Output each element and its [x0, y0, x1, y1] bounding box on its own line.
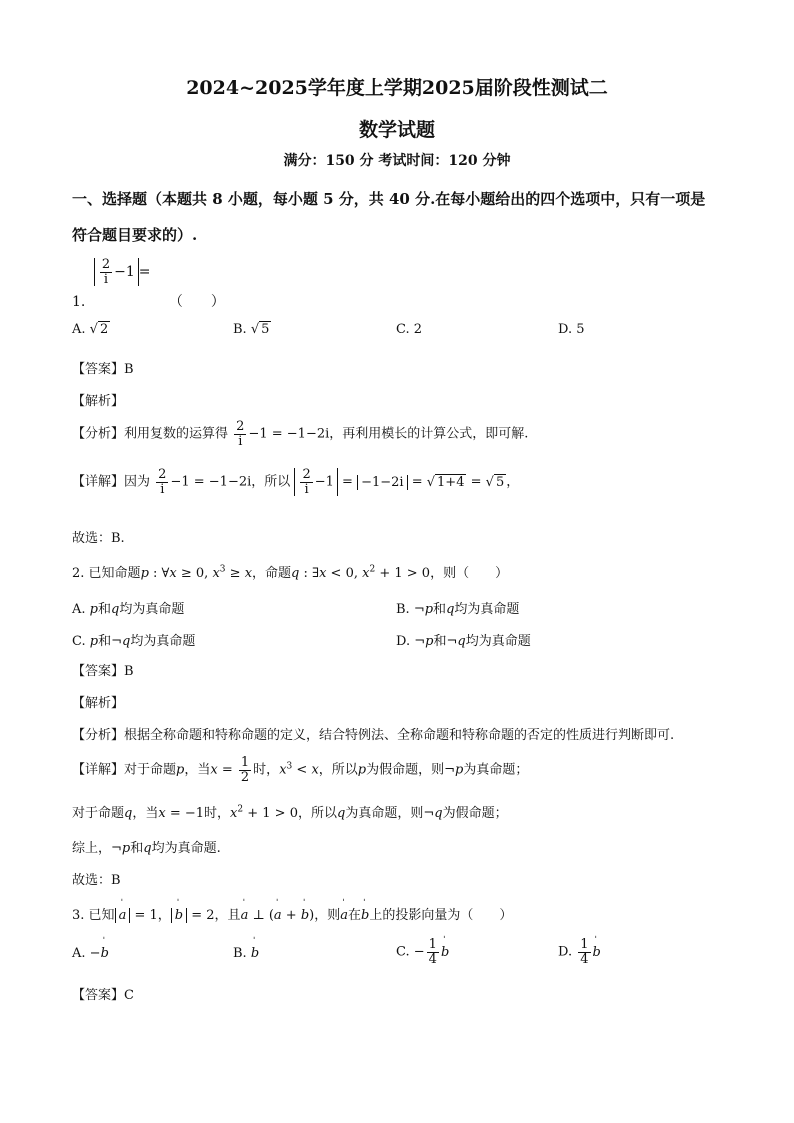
q3-answer: 【答案】C [72, 988, 134, 1003]
q1-option-b: B. √ 5 [233, 322, 270, 337]
sqrt-icon: √ 2 [89, 322, 109, 337]
q3-option-d: D. $\frac{1}{4}$ ˈ b [558, 938, 601, 966]
q1-stem: 1. $\frac{2}{i}$ −1= （ ） [72, 257, 225, 311]
q3-option-c: C. − $\frac{1}{4}$ ˈ b [396, 938, 449, 966]
q2-conclusion: 故选：B [72, 873, 121, 888]
sqrt-icon: √ 5 [250, 322, 270, 337]
q2-stem: 2. 已知命题p : ∀x ≥ 0, $x^3 \ge x$，命题q : ∃x < 0, $x^2 + 1 > 0$，则（ ） [72, 564, 509, 581]
q2-summary: 综上，¬p和q均为真命题. [72, 841, 221, 856]
q1-analysis-label: 【解析】 [72, 394, 125, 409]
q2-option-b: B. ¬p和q均为真命题 [396, 602, 520, 617]
q2-answer: 【答案】B [72, 664, 134, 679]
q1-answer: 【答案】B [72, 362, 134, 377]
q3-option-a: A. −ˈ b [72, 946, 109, 961]
q1-blank: （ ） [168, 294, 225, 311]
q1-option-d: D. 5 [558, 322, 585, 337]
q1-expression: $\frac{2}{i}$ −1 [94, 258, 139, 286]
q2-detail-line2: 对于命题q，当x = −1时，$x^2 + 1 > 0$，所以q为真命题，则¬q为假命题； [72, 804, 508, 821]
score-time-line: 满分：150 分 考试时间：120 分钟 [283, 153, 511, 169]
q1-conclusion: 故选：B. [72, 531, 125, 546]
q2-option-a: A. p和q均为真命题 [72, 602, 185, 617]
q3-stem: 3. 已知ˈ a = 1，ˈ b = 2，且ˈ a ⊥ (ˈ a + ˈ b)，则ˈ a在ˈ b上的投影向量为（ ） [72, 904, 512, 923]
exam-title: 2024~2025学年度上学期2025届阶段性测试二 [186, 77, 608, 99]
q3-option-b: B. ˈ b [233, 946, 259, 961]
section-heading-line2: 符合题目要求的）. [72, 226, 198, 244]
q2-fenxi: 【分析】根据全称命题和特称命题的定义，结合特例法、全称命题和特称命题的否定的性质进行判断即可. [72, 728, 675, 743]
q1-fenxi: 【分析】利用复数的运算得 $\frac{2}{i}$ −1 = −1−2i，再利用模长的计算公式，即可解. [72, 419, 529, 449]
q2-detail-line1: 【详解】对于命题p，当x = $\frac{1}{2}$ 时，$x^3 < x$，所以p为假命题，则¬p为真命题； [72, 755, 529, 785]
q1-number: 1. [72, 294, 86, 311]
q2-analysis-label: 【解析】 [72, 696, 125, 711]
section-heading-line1: 一、选择题（本题共 8 小题，每小题 5 分，共 40 分.在每小题给出的四个选项中，只有一项是 [72, 190, 706, 208]
q2-option-d: D. ¬p和¬q均为真命题 [396, 634, 531, 649]
q1-detail: 【详解】因为 $\frac{2}{i}$ −1 = −1−2i，所以 $\frac{2}{i}$ −1 = −1−2i = √ 1+4 = √ 5 ， [72, 467, 520, 497]
q1-option-c: C. 2 [396, 322, 423, 337]
subject-title: 数学试题 [358, 119, 435, 141]
q1-option-a: A. √ 2 [72, 322, 109, 337]
q2-option-c: C. p和¬q均为真命题 [72, 634, 196, 649]
